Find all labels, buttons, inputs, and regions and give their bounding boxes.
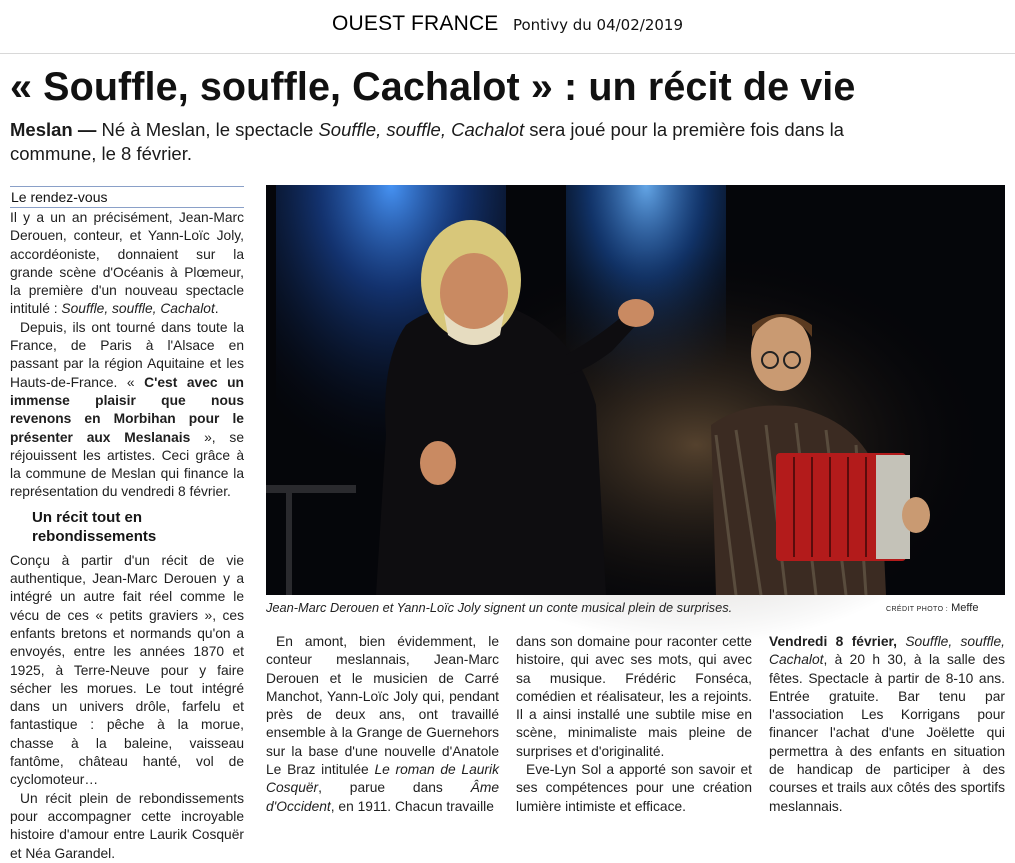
paragraph: Un récit plein de rebondissements pour accompagner cette incroyable histoire d'amour entre Laurik Cosquër et Néa Garandel. <box>10 790 244 861</box>
quote: C'est avec un immense plaisir que nous revenons en Morbihan pour le présenter aux Meslanais <box>10 374 244 445</box>
event-info: Vendredi 8 février, Souffle, souffle, Cachalot, à 20 h 30, à la salle des fêtes. Spectacle à partir de 8-10 ans. Entrée gratuite. Bar tenu par l'association Les Korrigans pour financer l'achat d'une Joëlette qui permettra à des enfants en situation de handicap de participer à des courses et trails aux côtés des sportifs meslannais. <box>769 634 1006 814</box>
subheading: Un récit tout en rebondissements <box>32 508 157 545</box>
article-column-4 <box>769 633 1005 816</box>
photo-credit: CRÉDIT PHOTO : Meffe <box>886 602 979 614</box>
edition-date: Pontivy du 04/02/2019 <box>512 16 684 34</box>
masthead <box>0 12 1015 44</box>
article-photo <box>266 185 1005 595</box>
article-column-3 <box>516 633 752 816</box>
article-column-2 <box>266 633 499 816</box>
photo-caption: Jean-Marc Derouen et Yann-Loïc Joly signent un conte musical plein de surprises. <box>266 600 733 615</box>
paragraph: Eve-Lyn Sol a apporté son savoir et ses compétences pour une création lumière intimiste et efficace. <box>516 762 752 814</box>
masthead-divider <box>0 53 1015 54</box>
article-lead: Meslan — Né à Meslan, le spectacle Souffle, souffle, Cachalot sera joué pour la première fois dans la commune, le 8 février. <box>10 119 844 164</box>
paragraph: Conçu à partir d'un récit de vie authentique, Jean-Marc Derouen y a intégré un autre fait réel comme le vécu de ces « petits graviers », ces enfants bretons et normands qu'on a envoyés, entre les années 1870 et 1925, à Terre-Neuve pour y faire sécher les morues. Le tout intégré dans un univers drôle, farfelu et fantastique : pêche à la morue, chasse à la baleine, vaisseau fantôme, château hanté, vol de cyclomoteur… <box>10 552 244 788</box>
paragraph: Il y a un an précisément, Jean-Marc Derouen, conteur, et Yann-Loïc Joly, accordéoniste, donnaient sur la grande scène d'Océanis à Plœmeur, la première d'un nouveau spectacle intitulé : Souffle, souffle, Cachalot. <box>10 210 244 317</box>
article-headline: « Souffle, souffle, Cachalot » : un récit de vie <box>10 65 856 109</box>
dateline: Meslan — <box>10 119 97 140</box>
paragraph: Depuis, ils ont tourné dans toute la France, de Paris à l'Alsace en passant par la région Aquitaine et les Hauts-de-France. « C'est avec un immense plaisir que nous revenons en Morbihan pour le présenter aux Meslanais », se réjouissent les artistes. Ceci grâce à la commune de Meslan qui finance la représentation du vendredi 8 février. <box>10 319 244 500</box>
section-label: Le rendez-vous <box>10 186 244 208</box>
stage-photo-illustration <box>266 185 1005 595</box>
article-column-1 <box>10 209 244 863</box>
paragraph: En amont, bien évidemment, le conteur meslannais, Jean-Marc Derouen et le musicien de Carré Manchot, Yann-Loïc Joly qui, pendant près de deux ans, ont travaillé ensemble à la Grange de Guernehors sur la base d'une nouvelle d'Anatole Le Braz intitulée Le roman de Laurik Cosquër, parue dans Âme d'Occident, en 1911. Chacun travaille <box>266 634 499 814</box>
show-title: Souffle, souffle, Cachalot <box>318 119 525 140</box>
event-date: Vendredi 8 février, <box>769 634 897 649</box>
paragraph: dans son domaine pour raconter cette histoire, qui avec ses mots, qui avec sa musique. Frédéric Fonséca, comédien et réalisateur, les a rejoints. Il a ainsi installé une subtile mise en scène, minimaliste mais pleine de surprises et d'originalité. <box>516 634 752 759</box>
accordion <box>776 453 910 561</box>
newspaper-name: OUEST FRANCE <box>331 12 499 35</box>
